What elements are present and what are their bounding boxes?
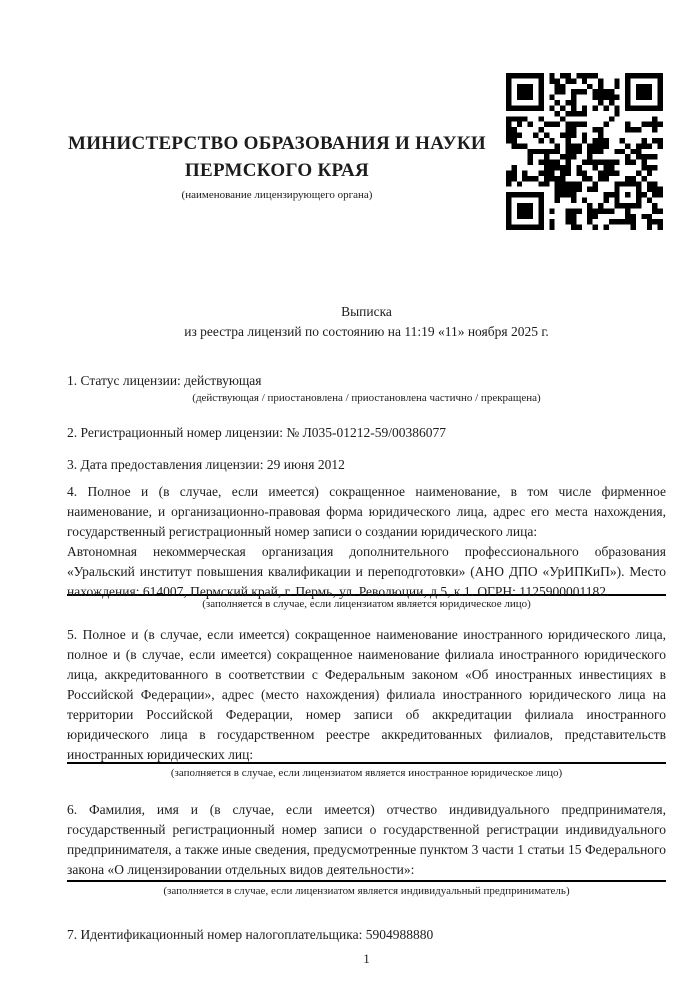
item-taxpayer-number: 7. Идентификационный номер налогоплательщика: 5904988880 — [67, 927, 434, 942]
licensing-authority-header — [67, 130, 487, 203]
foreign-entity-caption: (заполняется в случае, если лицензиатом является иностранное юридическое лицо) — [170, 767, 563, 779]
individual-fill-line — [67, 880, 666, 882]
qr-code-icon — [506, 73, 663, 230]
item-legal-entity-question: 4. Полное и (в случае, если имеется) сокращенное наименование, в том числе фирменное наименование, и организационно-правовая форма юридического лица, адрес его места нахождения, государственный регистрационный номер записи о создании юридического лица: — [67, 484, 666, 539]
item-individual-question: 6. Фамилия, имя и (в случае, если имеется) отчество индивидуального предпринимателя, государственный регистрационный номер записи о государственной регистрации индивидуального предпринимателя, а также иные сведения, предусмотренные пунктом 3 части 1 статьи 15 Федерального закона «О лицензировании отдельных видов деятельности»: — [67, 802, 666, 877]
ministry-name-line2: ПЕРМСКОГО КРАЯ — [184, 160, 370, 181]
item-foreign-entity-question: 5. Полное и (в случае, если имеется) сокращенное наименование иностранного юридического лица, полное и (в случае, если имеется) сокращенное наименование филиала иностранного юридического лица, аккредитованного в соответствии с Федеральным законом «Об иностранных инвестициях в Российской Федерации», адрес (место нахождения) филиала иностранного юридического лица на территории Российской Федерации, номер записи об аккредитации филиала иностранного юридического лица в государственном реестре аккредитованных филиалов, представительств иностранных юридических лиц: — [67, 627, 666, 762]
license-status-options-caption: (действующая / приостановлена / приостановлена частично / прекращена) — [192, 392, 541, 404]
legal-entity-caption: (заполняется в случае, если лицензиатом является юридическое лицо) — [202, 598, 531, 610]
document-title — [67, 302, 666, 342]
document-title-line2: из реестра лицензий по состоянию на 11:19 «11» ноября 2025 г. — [184, 324, 549, 339]
ministry-name-line1: МИНИСТЕРСТВО ОБРАЗОВАНИЯ И НАУКИ — [67, 133, 487, 154]
item-license-status: 1. Статус лицензии: действующая — [67, 373, 262, 388]
individual-caption: (заполняется в случае, если лицензиатом является индивидуальный предприниматель) — [163, 885, 570, 897]
licensing-authority-caption: (наименование лицензирующего органа) — [181, 189, 373, 201]
legal-entity-value: Автономная некоммерческая организация дополнительного профессионального образования «Уральский институт повышения квалификации и переподготовки» (АНО ДПО «УрИПКиП»). Место нахождения: 614007, Пермский край, г. Пермь, ул. Революции, д.5, к.1. ОГРН: 1125900001182. — [67, 544, 666, 599]
page-number: 1 — [363, 951, 370, 966]
document-title-line1: Выписка — [341, 304, 392, 319]
item-registration-number: 2. Регистрационный номер лицензии: № Л035-01212-59/00386077 — [67, 425, 447, 440]
item-grant-date: 3. Дата предоставления лицензии: 29 июня 2012 — [67, 457, 345, 472]
